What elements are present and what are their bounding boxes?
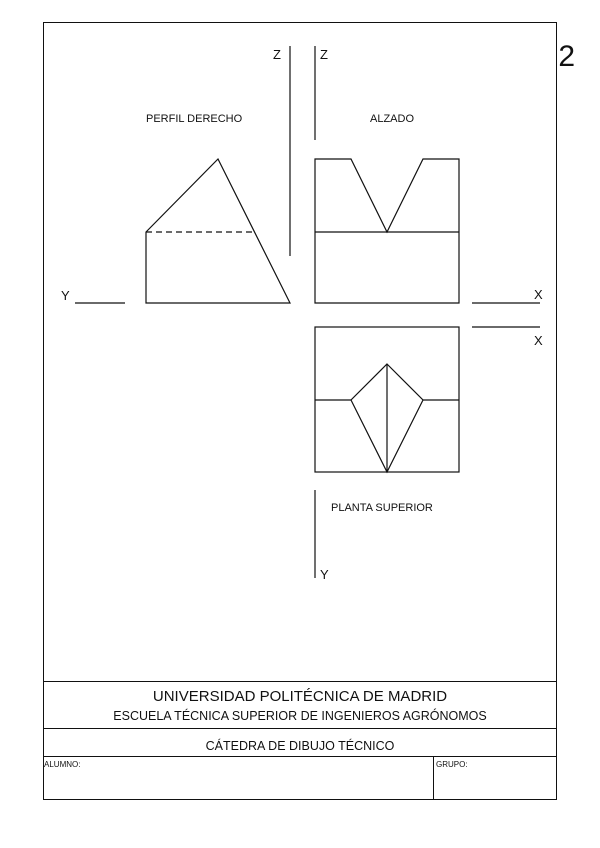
x-axis-label-lower: X: [534, 333, 543, 348]
student-group-divider: [433, 757, 434, 800]
elevation-view-label: ALZADO: [370, 113, 415, 125]
profile-outline: [146, 159, 290, 303]
university-name: UNIVERSIDAD POLITÉCNICA DE MADRID: [152, 688, 448, 705]
sheet-number: 2: [558, 40, 575, 73]
y-axis-label-left: Y: [61, 288, 70, 303]
student-row: [43, 756, 557, 800]
y-axis-label-bottom: Y: [320, 567, 329, 582]
profile-view-label: PERFIL DERECHO: [146, 113, 243, 125]
department-name: CÁTEDRA DE DIBUJO TÉCNICO: [205, 739, 395, 753]
title-block: [43, 681, 557, 800]
student-field-label: ALUMNO:: [44, 760, 81, 769]
plan-view: [315, 327, 459, 472]
z-axis-label-left: Z: [273, 47, 281, 62]
group-field-label: GRUPO:: [436, 760, 468, 769]
z-axis-label-right: Z: [320, 47, 328, 62]
elevation-view: [315, 159, 459, 303]
right-profile-view: [146, 159, 290, 303]
department-row: [43, 728, 557, 756]
plan-view-label: PLANTA SUPERIOR: [331, 502, 433, 514]
elevation-outline: [315, 159, 459, 303]
x-axis-label-upper: X: [534, 287, 543, 302]
school-name: ESCUELA TÉCNICA SUPERIOR DE INGENIEROS AGRÓNOMOS: [113, 709, 487, 723]
title-block-header: [43, 681, 557, 728]
